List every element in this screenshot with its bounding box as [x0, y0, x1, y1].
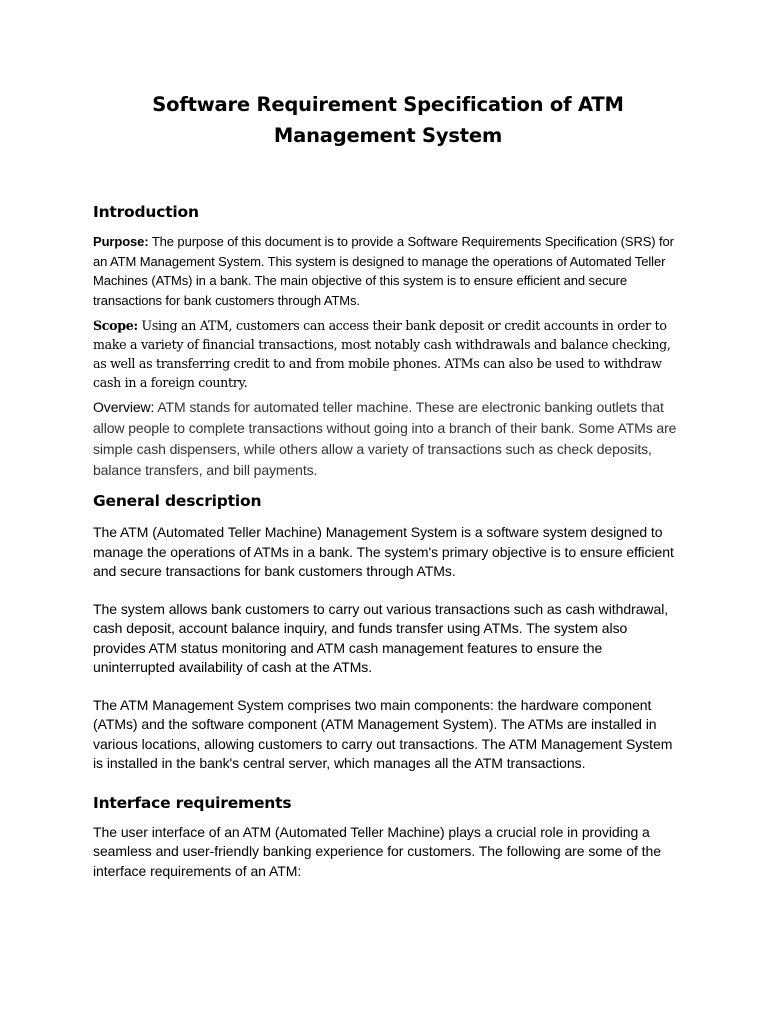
overview-label: Overview:: [93, 399, 155, 415]
purpose-text: The purpose of this document is to provide a Software Requirements Specification (SRS) for an ATM Management System. This system is designed to manage the operations of Automated Teller Machines (ATMs) in a bank. The main objective of this system is to ensure efficient and secure transactions for bank customers through ATMs.: [93, 234, 674, 308]
general-description-paragraph-2: The system allows bank customers to carry out various transactions such as cash withdrawal, cash deposit, account balance inquiry, and funds transfer using ATMs. The system also provides ATM status monitoring and ATM cash management features to ensure the uninterrupted availability of cash at the ATMs.: [93, 600, 669, 675]
purpose-paragraph: [93, 232, 683, 310]
document-page: [93, 89, 683, 881]
introduction-heading: Introduction: [93, 203, 199, 221]
document-title-line-1: Software Requirement Specification of ATM: [152, 93, 624, 116]
general-description-paragraph-1: The ATM (Automated Teller Machine) Management System is a software system designed to manage the operations of ATMs in a bank. The system's primary objective is to ensure efficient and secure transactions for bank customers through ATMs.: [93, 524, 674, 579]
overview-paragraph: [93, 397, 683, 481]
document-title: [93, 89, 683, 151]
interface-requirements-paragraph: The user interface of an ATM (Automated Teller Machine) plays a crucial role in providing a seamless and user-friendly banking experience for customers. The following are some of the interface requirements of an ATM:: [93, 823, 661, 879]
scope-text: Using an ATM, customers can access their bank deposit or credit accounts in order to make a variety of financial transactions, most notably cash withdrawals and balance checking, as well as transferring credit to and from mobile phones. ATMs can also be used to withdraw cash in a foreign country.: [93, 318, 671, 390]
document-title-line-2: Management System: [273, 124, 503, 147]
general-description-paragraph-3: The ATM Management System comprises two main components: the hardware component (ATMs) and the software component (ATM Management System). The ATMs are installed in various locations, allowing customers to carry out transactions. The ATM Management System is installed in the bank's central server, which manages all the ATM transactions.: [93, 696, 673, 771]
purpose-label: Purpose:: [93, 234, 149, 249]
overview-text: ATM stands for automated teller machine. These are electronic banking outlets that allow people to complete transactions without going into a branch of their bank. Some ATMs are simple cash dispensers, while others allow a variety of transactions such as check deposits, balance transfers, and bill payments.: [93, 399, 677, 478]
interface-requirements-heading: Interface requirements: [93, 793, 292, 812]
scope-paragraph: [93, 316, 683, 392]
scope-label: Scope:: [93, 318, 138, 333]
general-description-heading: General description: [93, 492, 262, 510]
